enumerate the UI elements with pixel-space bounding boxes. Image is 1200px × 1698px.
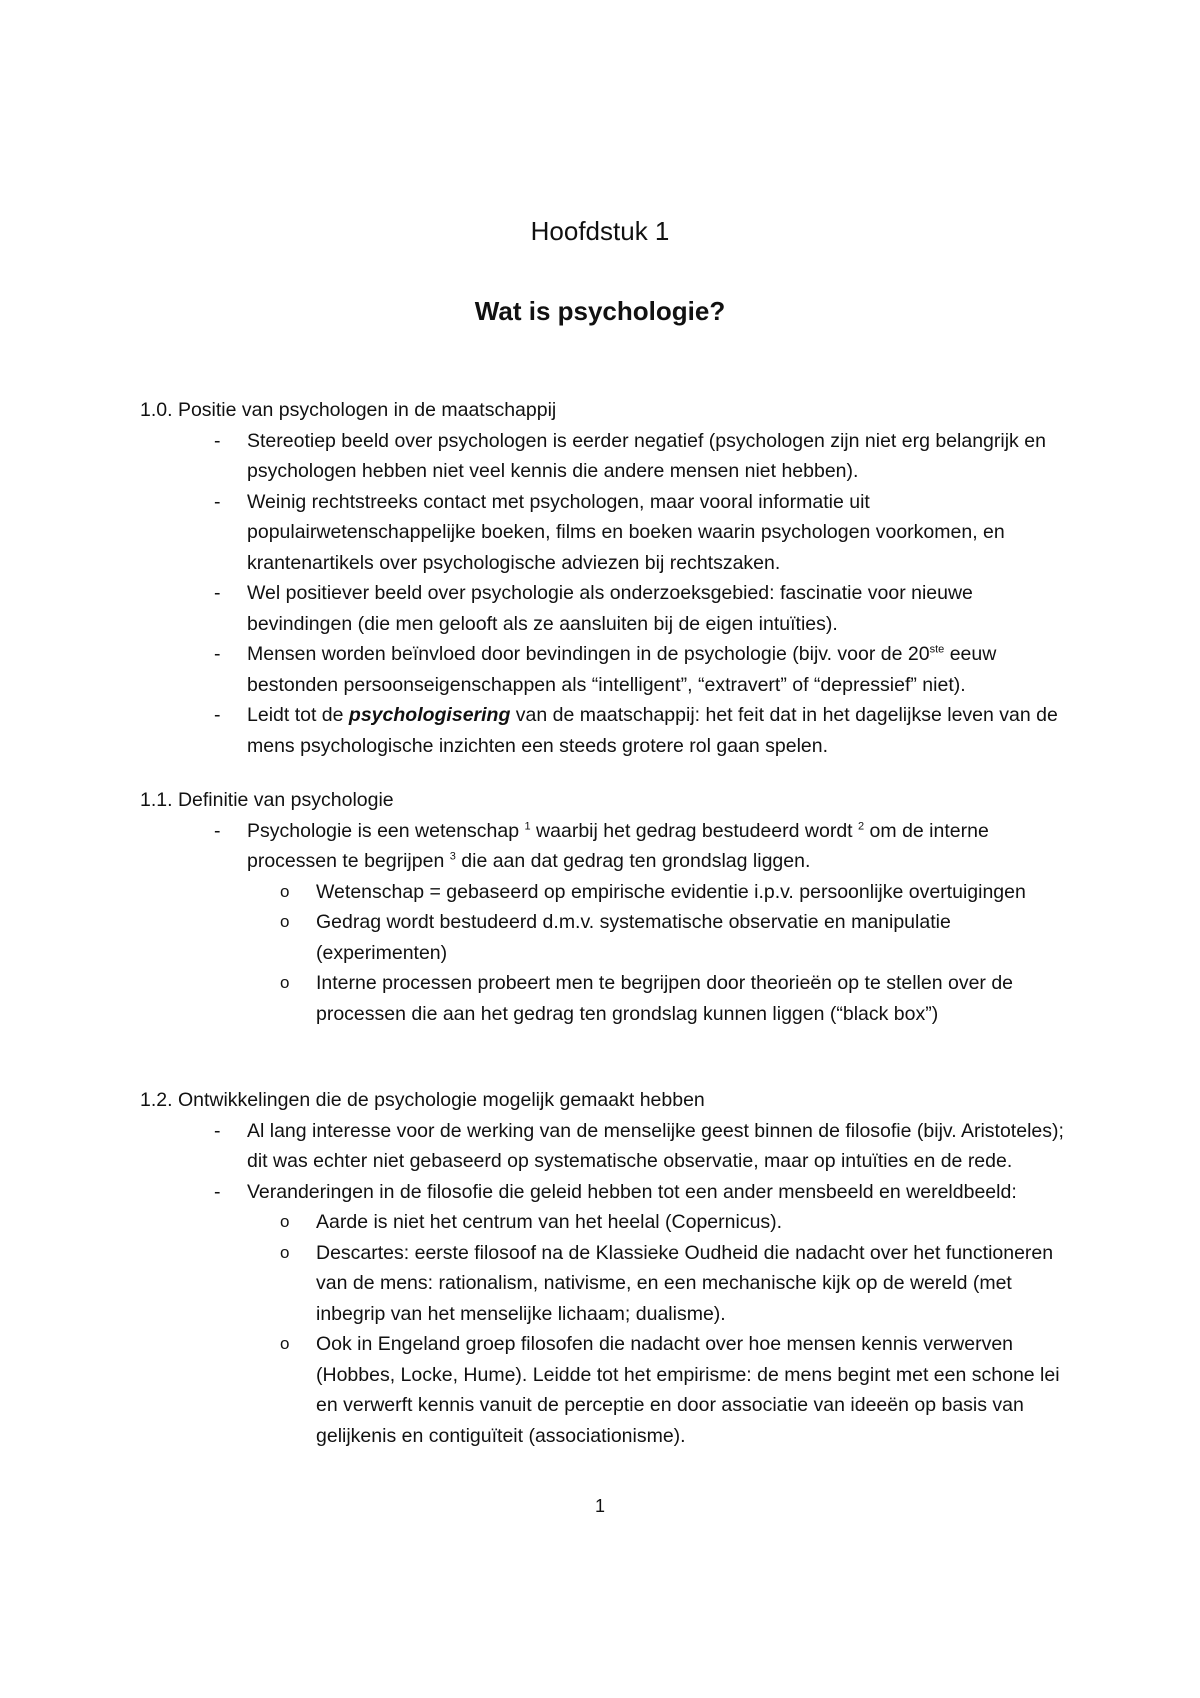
- emphasized-term: psychologisering: [348, 704, 511, 726]
- text-run: Mensen worden beïnvloed door bevindingen in de psychologie (bijv. voor de 20: [247, 643, 930, 665]
- section-definitie: [140, 785, 1080, 1029]
- dash-bullet: -: [214, 490, 221, 513]
- section-positie: [140, 395, 1080, 761]
- sub-list-item: [247, 1238, 1080, 1330]
- document-body: [140, 395, 1080, 1451]
- sub-list-item: [247, 1329, 1080, 1451]
- sub-list-item: [247, 1207, 1080, 1238]
- bullet-list: [140, 1116, 1080, 1452]
- bullet-list: [140, 816, 1080, 1030]
- sub-list-item-text: Interne processen probeert men te begrijpen door theorieën op te stellen over de processen die aan het gedrag ten grondslag kunnen liggen (“black box”): [316, 972, 1014, 1025]
- dash-bullet: -: [214, 1119, 221, 1142]
- dash-bullet: -: [214, 582, 221, 604]
- text-run: die aan dat gedrag ten grondslag liggen.: [455, 850, 811, 872]
- sub-list-item: [247, 877, 1080, 908]
- list-item-text: [247, 820, 989, 873]
- circle-bullet: o: [280, 1334, 290, 1353]
- list-item-text: Al lang interesse voor de werking van de menselijke geest binnen de filosofie (bijv. Aristoteles); dit was echter niet gebaseerd op systematische observatie, maar op intuïties en de rede.: [247, 1119, 1064, 1172]
- list-item: [140, 639, 1080, 700]
- page-number: 1: [594, 1496, 605, 1516]
- sub-list-item-text: Gedrag wordt bestudeerd d.m.v. systematische observatie en manipulatie (experimenten): [316, 911, 951, 964]
- list-item-text: Weinig rechtstreeks contact met psychologen, maar vooral informatie uit populairwetenschappelijke boeken, films en boeken waarin psychologen voorkomen, en krantenartikels over psychologische adviezen bij rechtszaken.: [247, 490, 1005, 574]
- text-run: Leidt tot de: [247, 704, 349, 726]
- dash-bullet: -: [214, 429, 221, 452]
- list-item: [140, 1116, 1080, 1177]
- section-heading: 1.2. Ontwikkelingen die de psychologie mogelijk gemaakt hebben: [140, 1089, 705, 1111]
- sub-list-item: [247, 968, 1080, 1029]
- circle-bullet: o: [280, 973, 290, 992]
- list-item-text: [247, 643, 996, 696]
- sub-list-item: [247, 907, 1080, 968]
- circle-bullet: o: [280, 1242, 290, 1262]
- superscript: 3: [449, 850, 456, 863]
- list-item-text: [247, 704, 1058, 757]
- sub-list-item-text: Descartes: eerste filosoof na de Klassieke Oudheid die nadacht over het functioneren van de mens: rationalism, nativisme, en een mechanische kijk op de wereld (met inbegrip van het menselijke lichaam; dualisme).: [316, 1241, 1054, 1325]
- list-item: [140, 426, 1080, 487]
- superscript: ste: [929, 643, 945, 656]
- text-run: om de interne processen te begrijpen: [247, 819, 989, 872]
- list-item-text: Wel positiever beeld over psychologie als onderzoeksgebied: fascinatie voor nieuwe bevindingen (die men gelooft als ze aansluiten bij de eigen intuïties).: [247, 582, 973, 635]
- dash-bullet: -: [214, 643, 221, 665]
- list-item: [140, 1177, 1080, 1452]
- circle-bullet: o: [280, 1212, 290, 1231]
- list-item-text: Stereotiep beeld over psychologen is eerder negatief (psychologen zijn niet erg belangrijk en psychologen hebben niet veel kennis die andere mensen niet hebben).: [247, 429, 1046, 482]
- text-run: waarbij het gedrag bestudeerd wordt: [530, 819, 859, 842]
- dash-bullet: -: [214, 819, 221, 842]
- list-item-text: Veranderingen in de filosofie die geleid hebben tot een ander mensbeeld en wereldbeeld:: [247, 1180, 1017, 1203]
- list-item: [140, 578, 1080, 639]
- chapter-heading: Hoofdstuk 1: [530, 216, 670, 246]
- sub-bullet-list: [247, 1207, 1080, 1451]
- text-run: Psychologie is een wetenschap: [247, 819, 525, 842]
- superscript: 1: [524, 820, 531, 832]
- dash-bullet: -: [214, 1180, 221, 1203]
- text-run: van de maatschappij: het feit dat in het dagelijkse leven van de mens psychologische inzichten een steeds grotere rol gaan spelen.: [247, 704, 1058, 757]
- sub-bullet-list: [247, 877, 1080, 1030]
- list-item: [140, 487, 1080, 579]
- bullet-list: [140, 426, 1080, 762]
- circle-bullet: o: [280, 912, 290, 931]
- list-item: [140, 816, 1080, 1030]
- sub-list-item-text: Wetenschap = gebaseerd op empirische evidentie i.p.v. persoonlijke overtuigingen: [316, 880, 1026, 903]
- page-title: Wat is psychologie?: [474, 296, 726, 326]
- section-heading: 1.0. Positie van psychologen in de maatschappij: [140, 399, 557, 421]
- list-item: [140, 700, 1080, 761]
- superscript: 2: [858, 820, 865, 832]
- circle-bullet: o: [280, 881, 290, 901]
- text-run: eeuw bestonden persoonseigenschappen als “intelligent”, “extravert” of “depressief” niet).: [247, 643, 997, 696]
- section-ontwikkelingen: [140, 1085, 1080, 1451]
- dash-bullet: -: [214, 704, 221, 726]
- sub-list-item-text: Ook in Engeland groep filosofen die nadacht over hoe mensen kennis verwerven (Hobbes, Locke, Hume). Leidde tot het empirisme: de mens begint met een schone lei en verwerft kennis vanuit de perceptie en door associatie van ideeën op basis van gelijkenis en contiguïteit (associationisme).: [316, 1333, 1060, 1447]
- sub-list-item-text: Aarde is niet het centrum van het heelal (Copernicus).: [316, 1211, 783, 1233]
- section-heading: 1.1. Definitie van psychologie: [140, 789, 394, 811]
